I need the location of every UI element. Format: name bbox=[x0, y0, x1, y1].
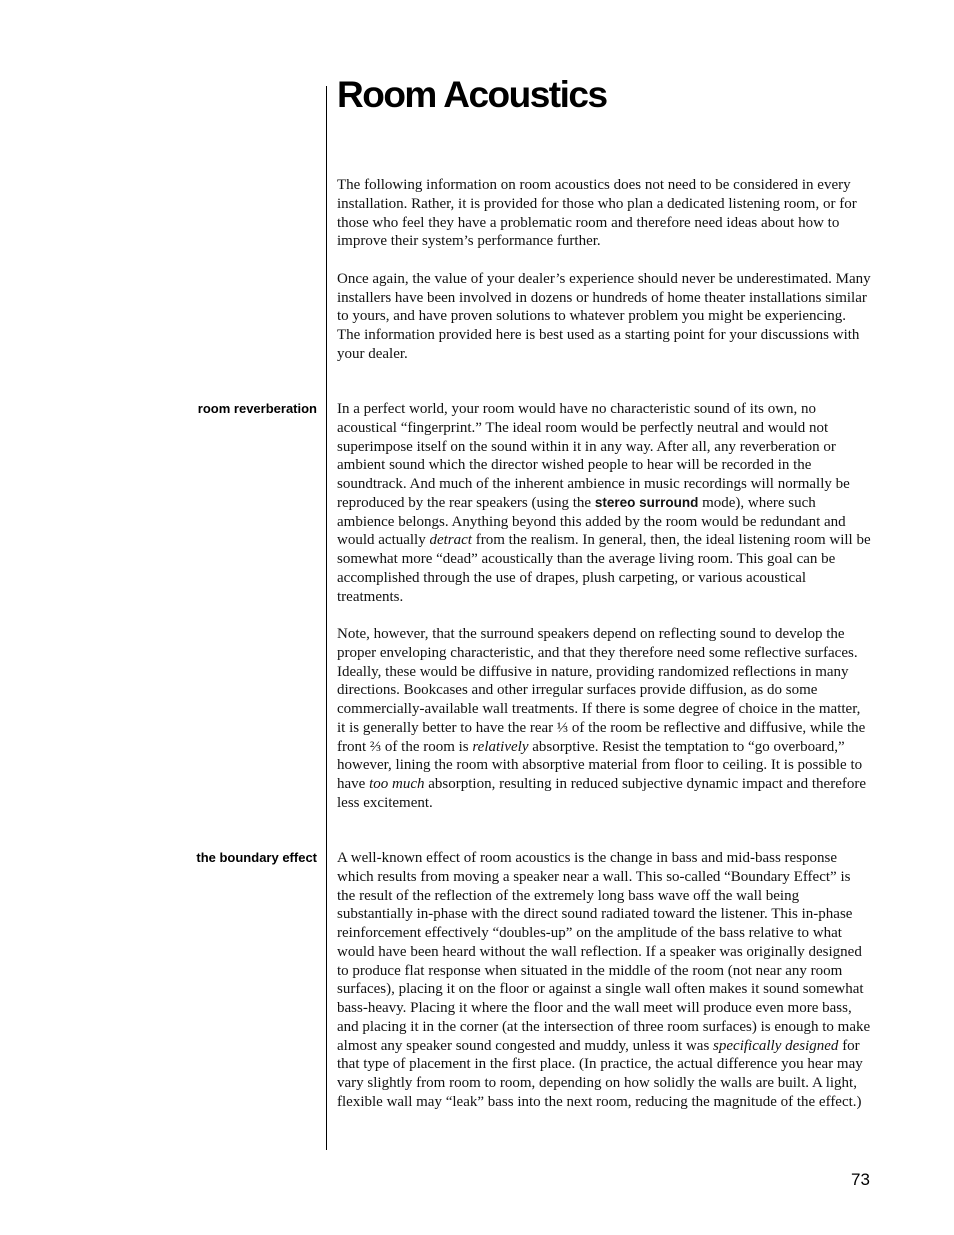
intro-section bbox=[337, 176, 871, 364]
section-heading-room-reverberation: room reverberation bbox=[197, 401, 317, 416]
reverberation-section bbox=[337, 400, 871, 813]
stereo-surround-term: stereo surround bbox=[594, 494, 699, 510]
page-title: Room Acoustics bbox=[337, 74, 607, 115]
boundary-paragraph-1: A well-known effect of room acoustics is the change in bass and mid-bass response which results from moving a speaker near a wall. This so-called “Boundary Effect” is the result of the reflection of the extremely long bass wave off the wall being substantially in-phase with the direct sound radiated toward the listener. This in-phase reinforcement effectively “doubles-up” on the amplitude of the bass relative to what would have been heard without the wall reflection. If a speaker was originally designed to produce flat response when situated in the middle of the room (not near any room surfaces), placing it on the floor or against a single wall often makes it sound somewhat bass-heavy. Placing it where the floor and the wall meet will produce even more bass, and placing it in the corner (at the intersection of three room surfaces) is enough to make almost any speaker sound congested and muddy, unless it was specifically designed for that type of placement in the first place. (In practice, the actual difference you hear may vary slightly from room to room, depending on how solidly the walls are built. A light, flexible wall may “leak” bass into the next room, reducing the magnitude of the effect.) bbox=[337, 850, 871, 1110]
page-number: 73 bbox=[851, 1170, 870, 1189]
intro-paragraph-1: The following information on room acoustics does not need to be considered in every installation. Rather, it is provided for those who plan a dedicated listening room, or for those who feel they have a problematic room and therefore need ideas about how to improve their system’s performance further. bbox=[337, 177, 857, 250]
section-heading-boundary-effect: the boundary effect bbox=[196, 850, 317, 865]
reverberation-paragraph-2: Note, however, that the surround speakers depend on reflecting sound to develop the proper enveloping characteristic, and that they therefore need some reflective surfaces. Ideally, these would be diffusive in nature, providing randomized reflections in many directions. Bookcases and other irregular surfaces provide diffusion, as do some commercially-available wall treatments. If there is some degree of choice in the matter, it is generally better to have the rear ⅓ of the room be reflective and diffusive, while the front ⅔ of the room is relatively absorptive. Resist the temptation to “go overboard,” however, lining the room with absorptive material from floor to ceiling. It is possible to have too much absorption, resulting in reduced subjective dynamic impact and therefore less excitement. bbox=[337, 626, 867, 811]
boundary-section bbox=[337, 849, 871, 1112]
intro-paragraph-2: Once again, the value of your dealer’s experience should never be underestimated. Many installers have been involved in dozens or hundreds of home theater installations similar to yours, and have proven solutions to whatever problem you might be experiencing. The information provided here is best used as a starting point for your discussions with your dealer. bbox=[337, 270, 871, 362]
vertical-rule bbox=[326, 86, 327, 1150]
reverberation-paragraph-1: In a perfect world, your room would have no characteristic sound of its own, no acoustical “fingerprint.” The ideal room would be perfectly neutral and would not superimpose itself on the sound within it in any way. After all, any reverberation or ambient sound which the director wished people to hear will be recorded in the soundtrack. And much of the inherent ambience in music recordings will normally be reproduced by the rear speakers (using the stereo surround mode), where such ambience belongs. Anything beyond this added by the room would be redundant and would actually detract from the realism. In general, then, the ideal listening room will be somewhat more “dead” acoustically than the average living room. This goal can be accomplished through the use of drapes, plush carpeting, or various acoustical treatments. bbox=[337, 401, 871, 605]
